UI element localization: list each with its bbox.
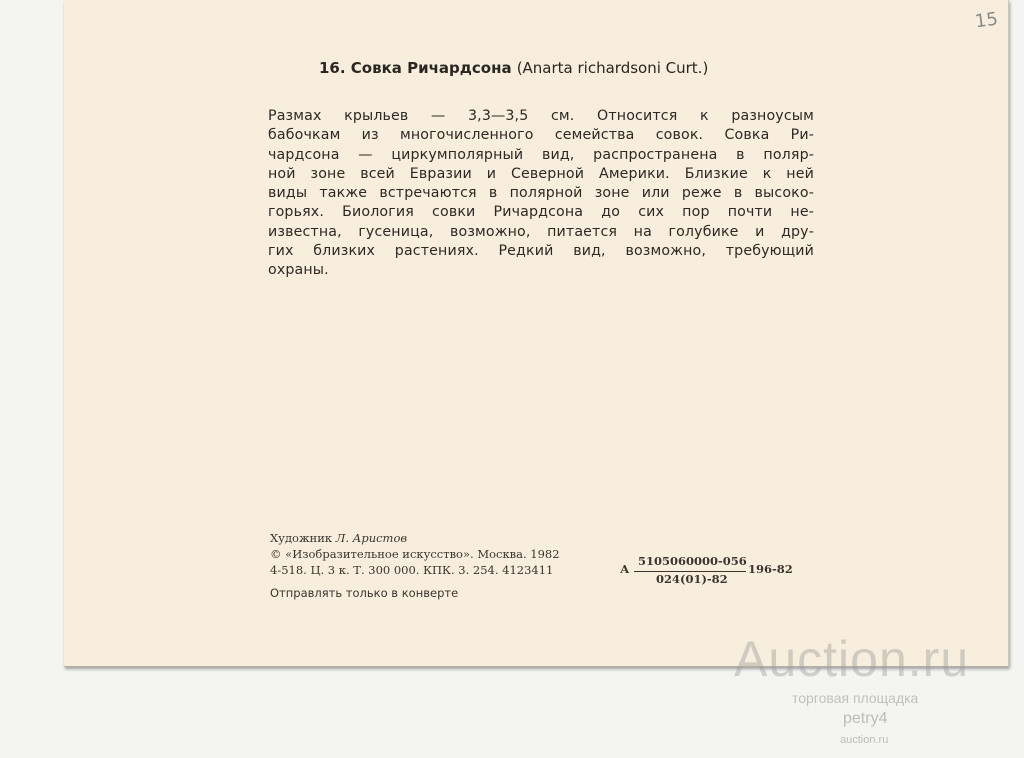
card-title [319, 58, 779, 77]
imprint-block [270, 530, 560, 578]
catalog-code-numerator: 5105060000-056 [638, 554, 747, 568]
catalog-code-letter: А [620, 562, 630, 576]
artist-label: Художник [270, 531, 333, 545]
watermark-user: petry4 [843, 710, 888, 727]
catalog-code-suffix: 196-82 [748, 562, 793, 576]
send-instruction: Отправлять только в конверте [270, 586, 459, 600]
artist-credit [270, 530, 560, 546]
catalog-code-denominator: 024(01)-82 [656, 572, 728, 586]
description-line: чардсона — циркумполярный вид, распространена в поляр- [268, 146, 814, 163]
description-line: Размах крыльев — 3,3—3,5 см. Относится к разноусым [268, 108, 814, 124]
watermark-site: auction.ru [840, 734, 889, 746]
description-line: известна, гусеница, возможно, питается на голубике и дру- [268, 223, 814, 240]
description-text [268, 107, 814, 281]
artist-name: Л. Аристов [335, 531, 408, 545]
watermark-subtitle: торговая площадка [792, 690, 919, 706]
species-name: 16. Совка Ричардсона [319, 59, 512, 77]
description-line: бабочкам из многочисленного семейства совок. Совка Ри- [268, 127, 814, 144]
description-line: гих близких растениях. Редкий вид, возможно, требующий [268, 243, 814, 260]
description-line: ной зоне всей Евразии и Северной Америки. Близкие к ней [268, 165, 814, 182]
publisher-line: © «Изобразительное искусство». Москва. 1982 [270, 547, 560, 561]
description-line: виды также встречаются в полярной зоне или реже в высоко- [268, 185, 814, 202]
print-line: 4-518. Ц. 3 к. Т. 300 000. КПК. 3. 254. 4123411 [270, 563, 554, 577]
description-line: охраны. [268, 262, 329, 279]
latin-name: (Anarta richardsoni Curt.) [516, 59, 709, 77]
pencil-note: 15 [973, 8, 1000, 33]
description-line: горьях. Биология совки Ричардсона до сих пор почти не- [268, 204, 814, 221]
postcard-back [64, 0, 1009, 667]
watermark-logo: Auction.ru [734, 631, 970, 687]
